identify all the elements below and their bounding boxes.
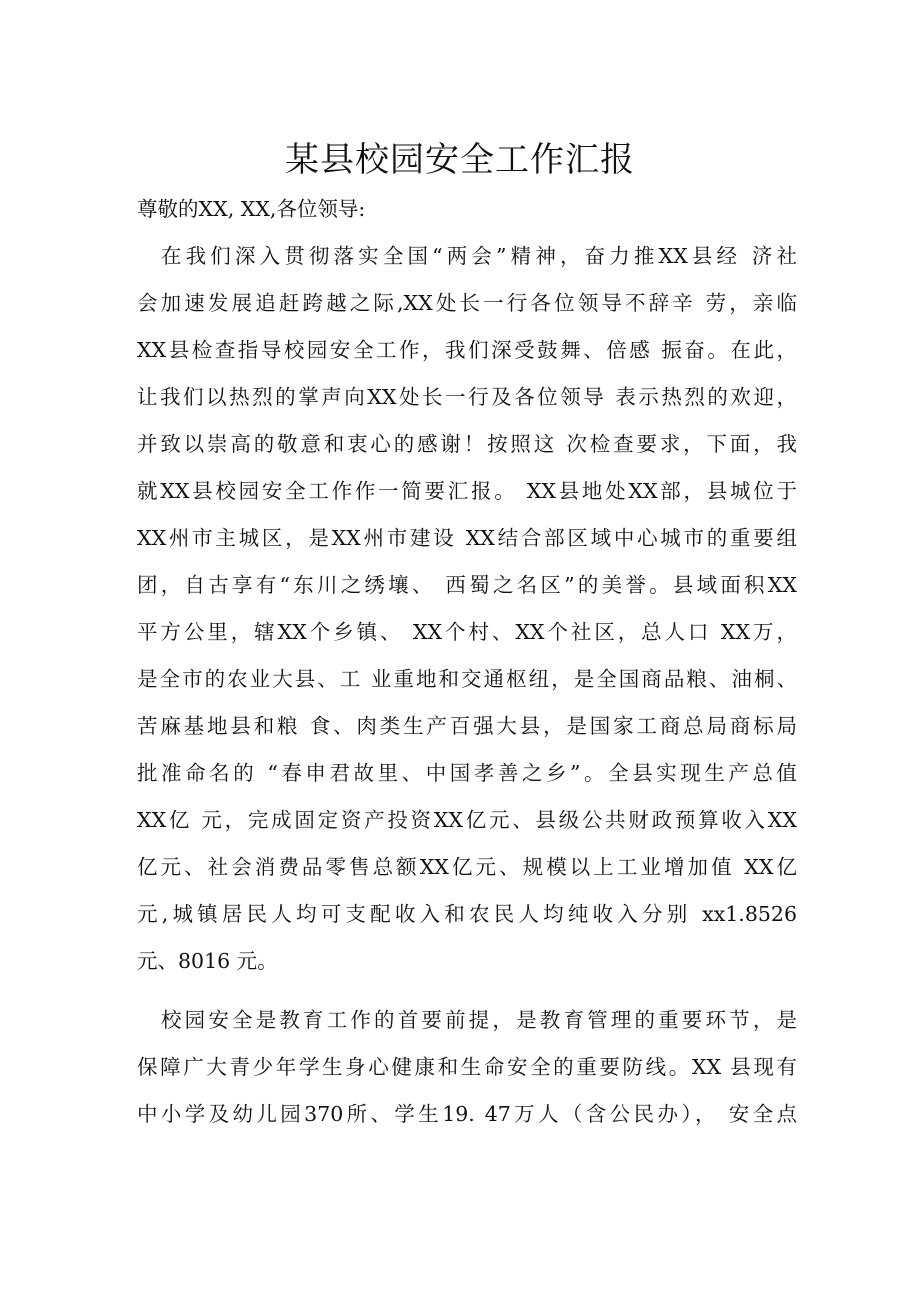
paragraph-1 <box>137 233 797 985</box>
paragraph-line: 平方公里，辖XX个乡镇、 XX个村、XX个社区，总人口 XX万， <box>137 620 797 644</box>
paragraph-line: 元、8016 元。 <box>137 949 278 973</box>
document-body <box>137 186 797 1138</box>
paragraph-line: 团，自古享有“东川之绣壤、 西蜀之名区”的美誉。县域面积XX <box>137 573 797 597</box>
paragraph-line: 在我们深入贯彻落实全国“两会”精神，奋力推XX县经 济社 <box>161 244 797 268</box>
paragraph-line: 亿元、社会消费品零售总额XX亿元、规模以上工业增加值 XX亿 <box>137 855 797 879</box>
paragraph-line: XX州市主城区，是XX州市建设 XX结合部区域中心城市的重要组 <box>137 526 797 550</box>
paragraph-line: 中小学及幼儿园370所、学生19. 47万人（含公民办）， 安全点 <box>137 1102 797 1126</box>
paragraph-line: 会加速发展追赶跨越之际,XX处长一行各位领导不辞辛 劳，亲临 <box>137 291 797 315</box>
paragraph-line: XX县检查指导校园安全工作，我们深受鼓舞、倍感 振奋。在此， <box>137 338 797 362</box>
document-title: 某县校园安全工作汇报 <box>285 140 635 180</box>
paragraph-line: 就XX县校园安全工作作一简要汇报。 XX县地处XX部，县城位于 <box>137 479 797 503</box>
paragraph-line: 保障广大青少年学生身心健康和生命安全的重要防线。XX 县现有 <box>137 1055 797 1079</box>
paragraph-line: XX亿 元，完成固定资产投资XX亿元、县级公共财政预算收入XX <box>137 808 797 832</box>
salutation: 尊敬的XX, XX,各位领导: <box>137 197 366 221</box>
paragraph-line: 校园安全是教育工作的首要前提，是教育管理的重要环节，是 <box>161 1008 797 1032</box>
paragraph-gap <box>137 985 797 997</box>
paragraph-line: 批准命名的 “春申君故里、中国孝善之乡”。全县实现生产总值 <box>137 761 797 785</box>
paragraph-line: 让我们以热烈的掌声向XX处长一行及各位领导 表示热烈的欢迎， <box>137 385 797 409</box>
paragraph-line: 并致以崇高的敬意和衷心的感谢！按照这 次检查要求，下面，我 <box>137 432 797 456</box>
paragraph-line: 苦麻基地县和粮 食、肉类生产百强大县，是国家工商总局商标局 <box>137 714 797 738</box>
paragraph-line: 元,城镇居民人均可支配收入和农民人均纯收入分别 xx1.8526 <box>137 902 797 926</box>
paragraph-2 <box>137 997 797 1138</box>
paragraph-line: 是全市的农业大县、工 业重地和交通枢纽，是全国商品粮、油桐、 <box>137 667 797 691</box>
